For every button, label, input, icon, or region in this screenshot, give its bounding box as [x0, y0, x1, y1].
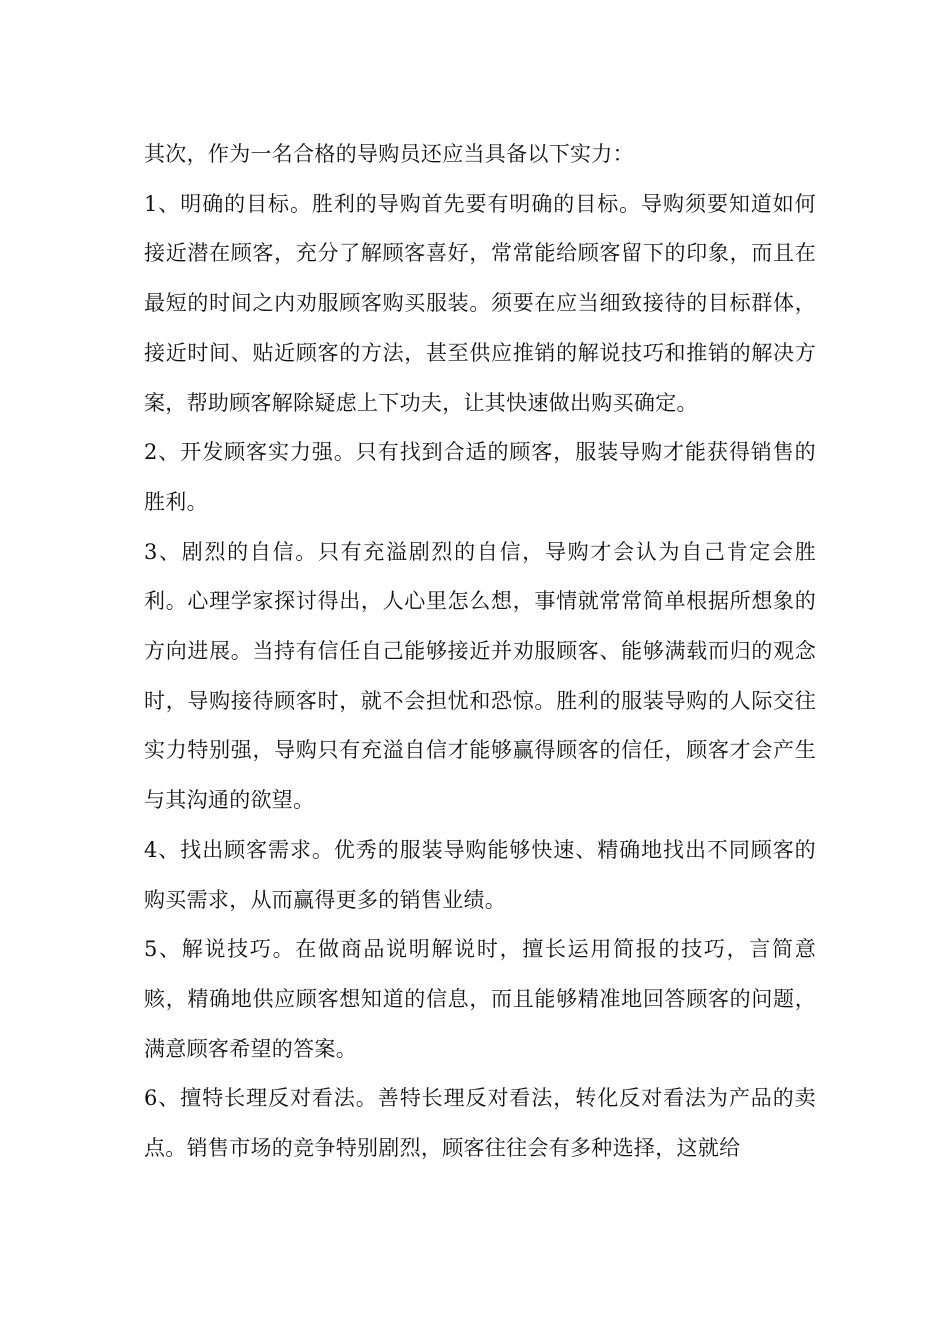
paragraph-intro: 其次，作为一名合格的导购员还应当具备以下实力：	[144, 142, 634, 166]
paragraph-item-1: 1、明确的目标。胜利的导购首先要有明确的目标。导购须要知道如何接近潜在顾客，充分了解顾客喜好，常常能给顾客留下的印象，而且在最短的时间之内劝服顾客购买服装。须要在应当细致接待的目标群体，接近时间、贴近顾客的方法，甚至供应推销的解说技巧和推销的解决方案，帮助顾客解除疑虑上下功夫，让其快速做出购买确定。	[144, 191, 816, 415]
paragraph-item-3: 3、剧烈的自信。只有充溢剧烈的自信，导购才会认为自己肯定会胜利。心理学家探讨得出，人心里怎么想，事情就常常简单根据所想象的方向进展。当持有信任自己能够接近并劝服顾客、能够满载而归的观念时，导购接待顾客时，就不会担忧和恐惊。胜利的服装导购的人际交往实力特别强，导购只有充溢自信才能够赢得顾客的信任，顾客才会产生与其沟通的欲望。	[144, 539, 816, 813]
document-body	[144, 130, 816, 1174]
paragraph-item-2: 2、开发顾客实力强。只有找到合适的顾客，服装导购才能获得销售的胜利。	[144, 440, 816, 514]
paragraph-item-4: 4、找出顾客需求。优秀的服装导购能够快速、精确地找出不同顾客的购买需求，从而赢得更多的销售业绩。	[144, 837, 816, 912]
paragraph-item-6: 6、擅特长理反对看法。善特长理反对看法，转化反对看法为产品的卖点。销售市场的竞争特别剧烈，顾客往往会有多种选择，这就给	[144, 1086, 816, 1161]
paragraph-item-5: 5、解说技巧。在做商品说明解说时，擅长运用简报的技巧，言简意赅，精确地供应顾客想知道的信息，而且能够精准地回答顾客的问题，满意顾客希望的答案。	[144, 937, 816, 1061]
